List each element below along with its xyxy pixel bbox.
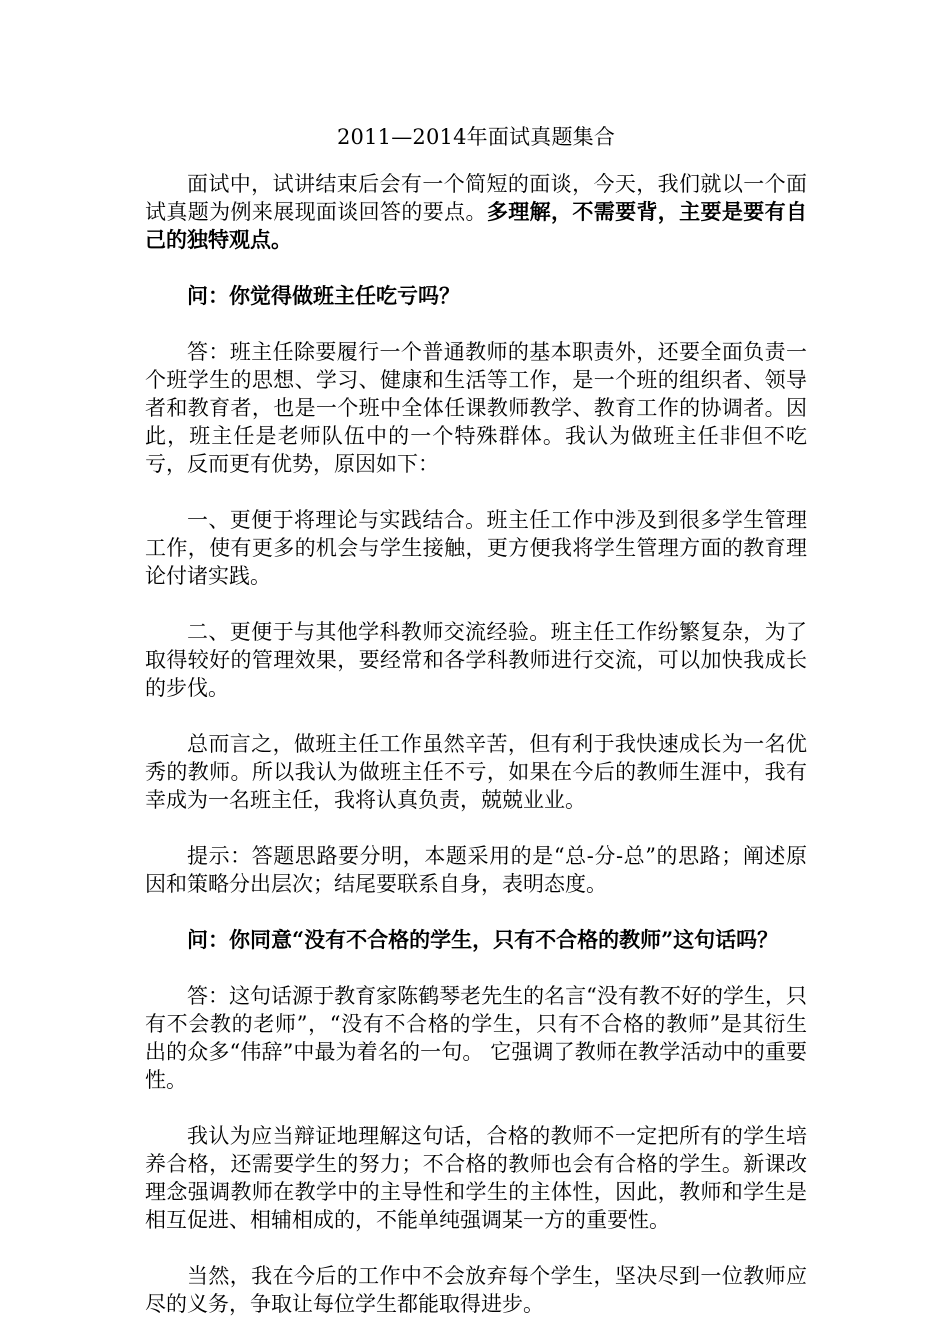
- answer-1: 答：班主任除要履行一个普通教师的基本职责外，还要全面负责一个班学生的思想、学习、健康和生活等工作，是一个班的组织者、领导者和教育者，也是一个班中全体任课教师教学、教育工作的协调者。因此，班主任是老师队伍中的一个特殊群体。我认为做班主任非但不吃亏，反而更有优势，原因如下：: [145, 340, 807, 476]
- intro-emphasis: 多理解，不需要背，主要是要有自己的独特观点。: [145, 199, 808, 252]
- intro-text: 面试中，试讲结束后会有一个简短的面谈，今天，我们就以一个面试真题为例来展现面谈回答的要点。: [145, 172, 807, 224]
- answer-2-paragraph-2: 我认为应当辩证地理解这句话，合格的教师不一定把所有的学生培养合格，还需要学生的努力；不合格的教师也会有合格的学生。新课改理念强调教师在教学中的主导性和学生的主体性，因此，教师和学生是相互促进、相辅相成的，不能单纯强调某一方的重要性。: [145, 1124, 807, 1232]
- question-2: 问：你同意“没有不合格的学生，只有不合格的教师”这句话吗？: [187, 927, 779, 952]
- document-title: 2011—2014年面试真题集合: [336, 125, 616, 149]
- answer-2-paragraph-3: 当然，我在今后的工作中不会放弃每个学生，坚决尽到一位教师应尽的义务，争取让每位学生都能取得进步。: [145, 1264, 807, 1316]
- answer-1-point-2: 二、更便于与其他学科教师交流经验。班主任工作纷繁复杂，为了取得较好的管理效果，要经常和各学科教师进行交流，可以加快我成长的步伐。: [145, 620, 807, 700]
- document-page: [145, 122, 807, 1318]
- question-1: 问：你觉得做班主任吃亏吗？: [187, 283, 460, 308]
- answer-1-point-1: 一、更便于将理论与实践结合。班主任工作中涉及到很多学生管理工作，使有更多的机会与学生接触，更方便我将学生管理方面的教育理论付诸实践。: [145, 508, 807, 588]
- answer-1-summary: 总而言之，做班主任工作虽然辛苦，但有利于我快速成长为一名优秀的教师。所以我认为做班主任不亏，如果在今后的教师生涯中，我有幸成为一名班主任，我将认真负责，兢兢业业。: [145, 732, 807, 812]
- answer-2: 答：这句话源于教育家陈鹤琴老先生的名言“没有教不好的学生，只有不会教的老师”，“没有不合格的学生，只有不合格的教师”是其衍生出的众多“伟辞”中最为着名的一句。 它强调了教师在教学活动中的重要性。: [145, 984, 807, 1092]
- intro-paragraph: [145, 170, 807, 254]
- tip-paragraph: 提示：答题思路要分明，本题采用的是“总-分-总”的思路；阐述原因和策略分出层次；结尾要联系自身，表明态度。: [145, 844, 807, 896]
